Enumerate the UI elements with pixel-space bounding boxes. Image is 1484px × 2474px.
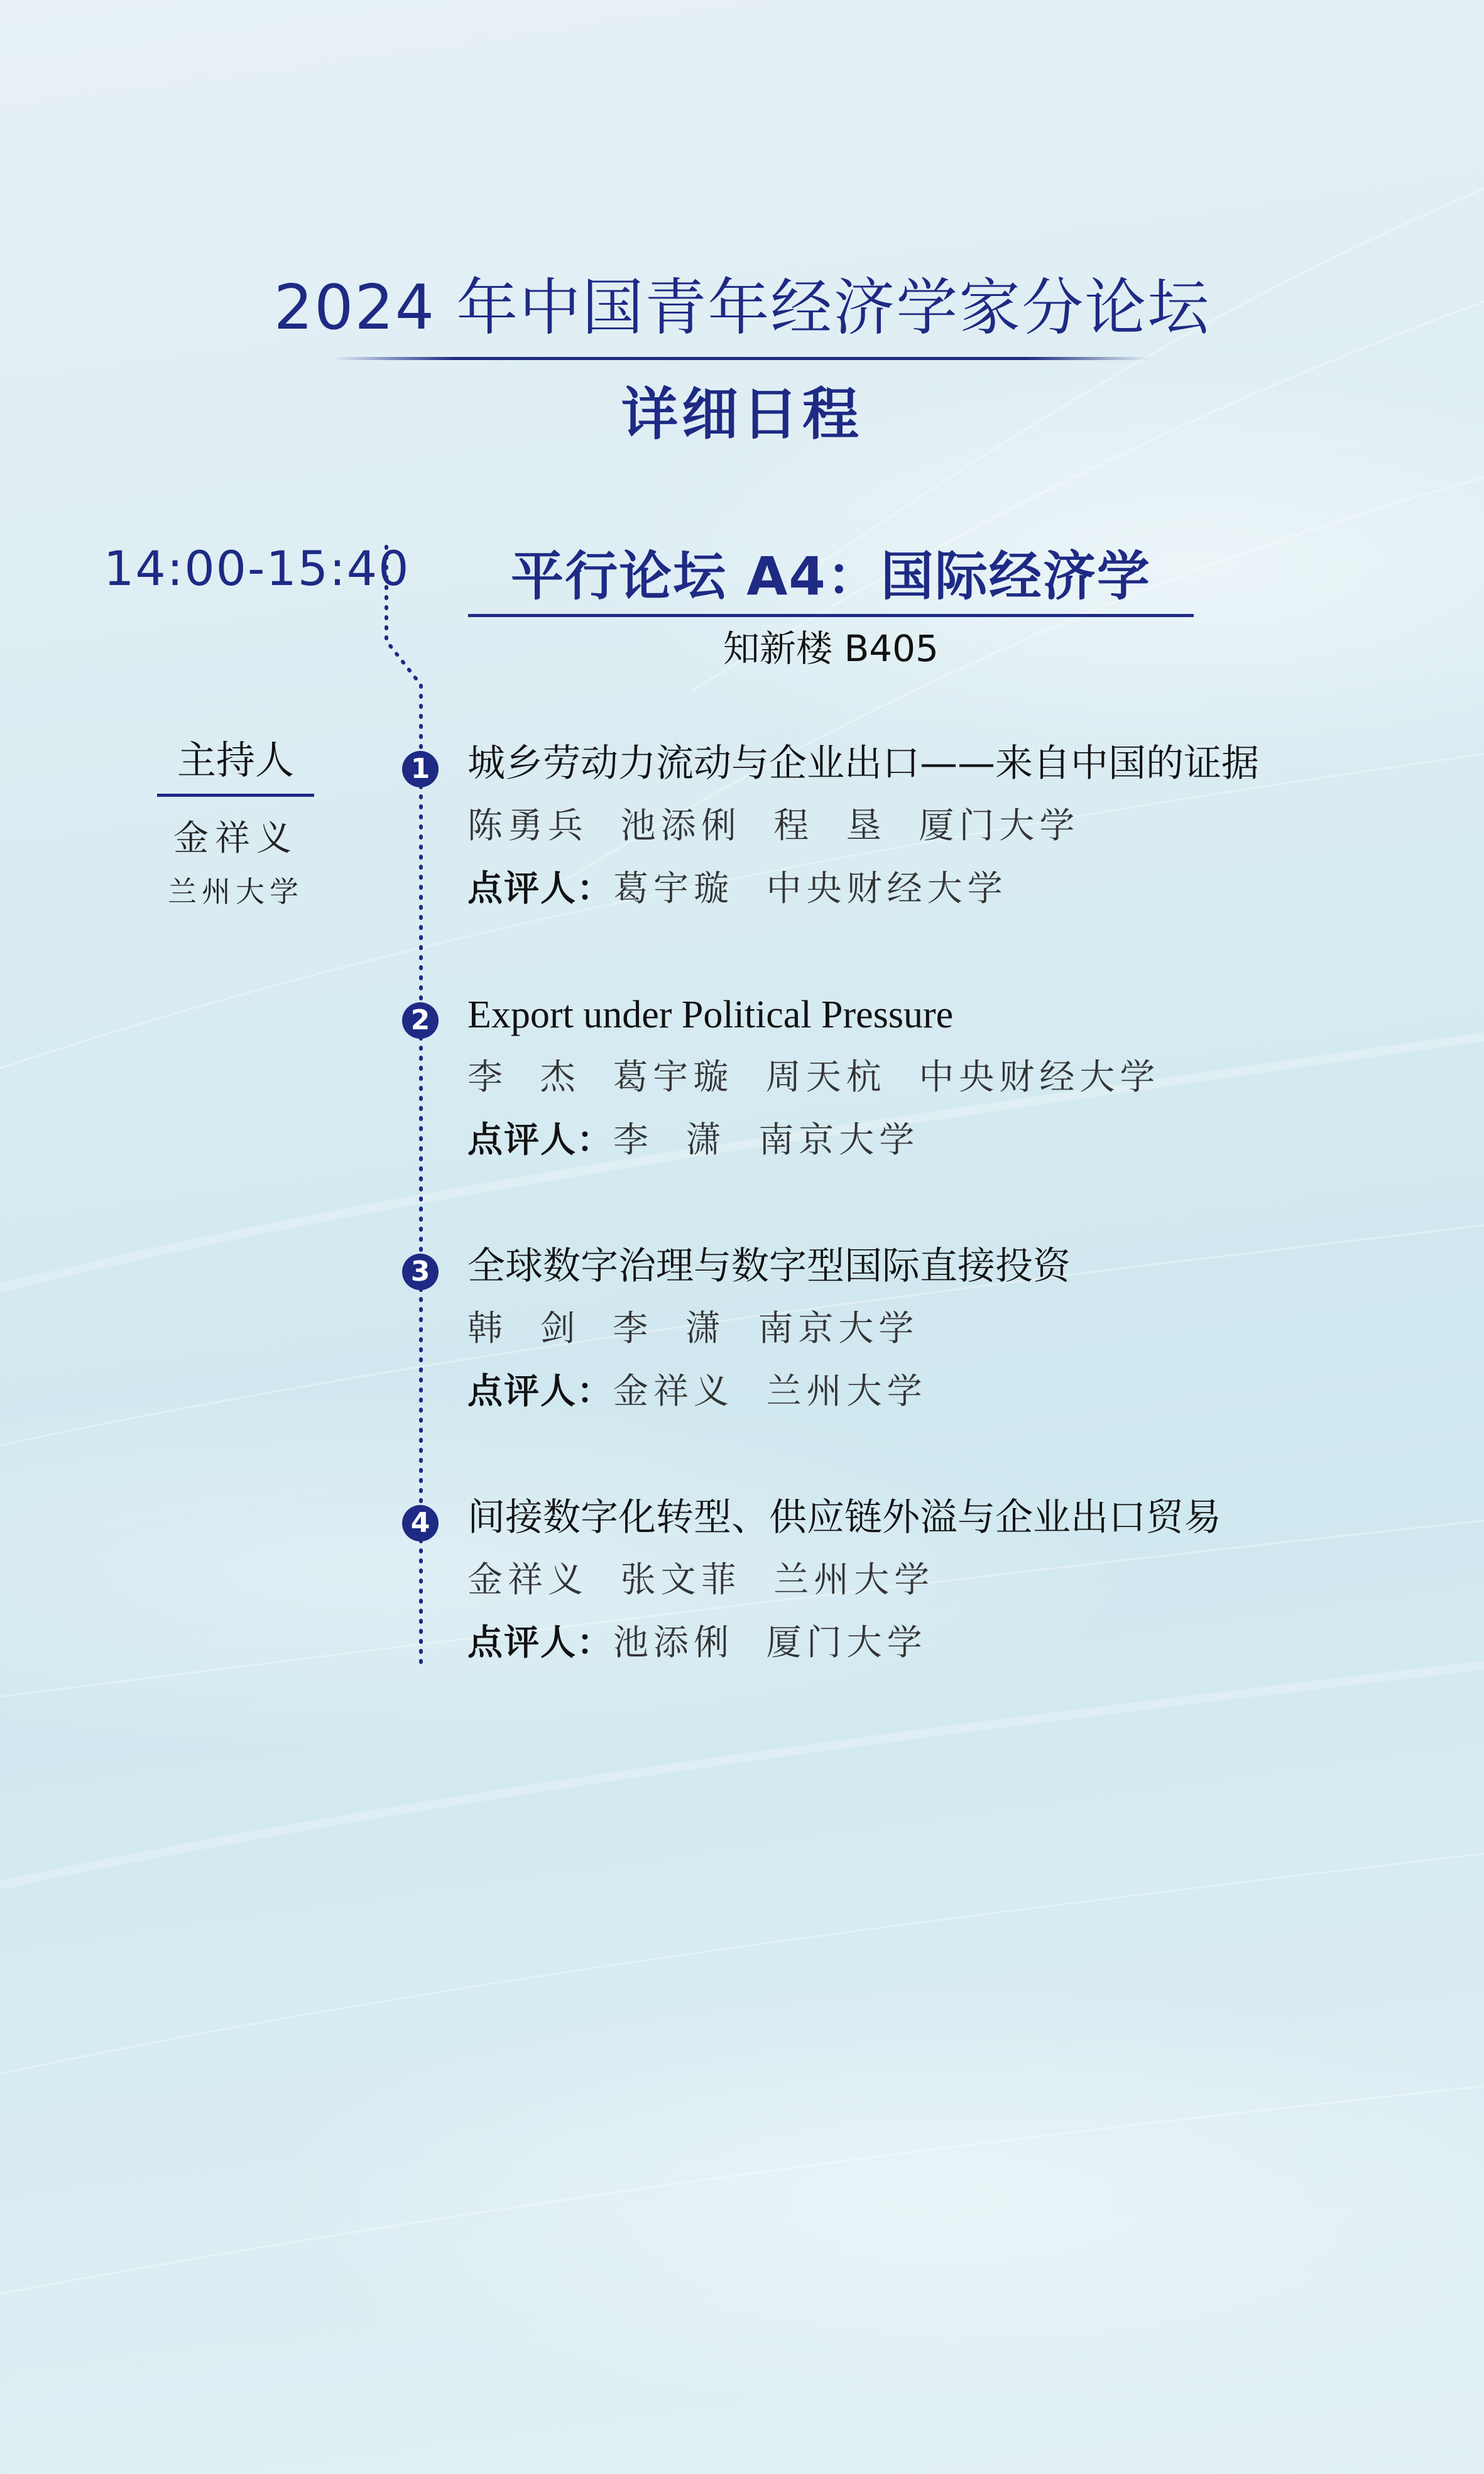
paper-authors: 金祥义 张文菲 兰州大学 [467, 1560, 935, 1601]
paper-number-badge: 3 [402, 1254, 439, 1290]
session-room: 知新楼 B405 [723, 627, 939, 670]
host-org: 兰州大学 [168, 875, 303, 909]
host-label: 主持人 [177, 737, 294, 783]
reviewer-name: 金祥义 兰州大学 [613, 1371, 927, 1412]
reviewer-label: 点评人： [467, 1623, 613, 1663]
paper-authors: 陈勇兵 池添俐 程 垦 厦门大学 [467, 806, 1080, 846]
reviewer-label: 点评人： [467, 868, 613, 909]
paper-reviewer [467, 1612, 927, 1683]
paper-reviewer [467, 858, 1008, 929]
reviewer-name: 池添俐 厦门大学 [613, 1623, 927, 1663]
paper-authors: 李 杰 葛宇璇 周天杭 中央财经大学 [467, 1057, 1160, 1098]
page-subtitle: 详细日程 [621, 381, 863, 447]
paper-number-badge: 2 [402, 1002, 439, 1039]
reviewer-name: 葛宇璇 中央财经大学 [613, 868, 1008, 909]
reviewer-label: 点评人： [467, 1371, 613, 1412]
reviewer-label: 点评人： [467, 1120, 613, 1161]
paper-title: 城乡劳动力流动与企业出口——来自中国的证据 [467, 742, 1259, 785]
paper-number-badge: 1 [402, 751, 439, 787]
session-time: 14:00-15:40 [104, 540, 410, 596]
paper-authors: 韩 剑 李 潇 南京大学 [467, 1308, 919, 1349]
reviewer-name: 李 潇 南京大学 [613, 1120, 920, 1161]
session-title-underline [468, 614, 1194, 617]
host-block [157, 732, 314, 920]
paper-title: 全球数字治理与数字型国际直接投资 [467, 1244, 1071, 1288]
title-divider [333, 357, 1150, 360]
paper-reviewer [467, 1109, 919, 1180]
session-title: 平行论坛 A4：国际经济学 [511, 545, 1151, 607]
paper-reviewer [467, 1360, 927, 1431]
page-header [0, 264, 1484, 447]
host-divider [157, 794, 314, 797]
paper-title: 间接数字化转型、供应链外溢与企业出口贸易 [467, 1496, 1221, 1540]
paper-number-badge: 4 [402, 1505, 439, 1541]
page-title: 2024 年中国青年经济学家分论坛 [273, 272, 1211, 344]
paper-title: Export under Political Pressure [467, 993, 954, 1036]
host-name: 金祥义 [173, 818, 298, 859]
